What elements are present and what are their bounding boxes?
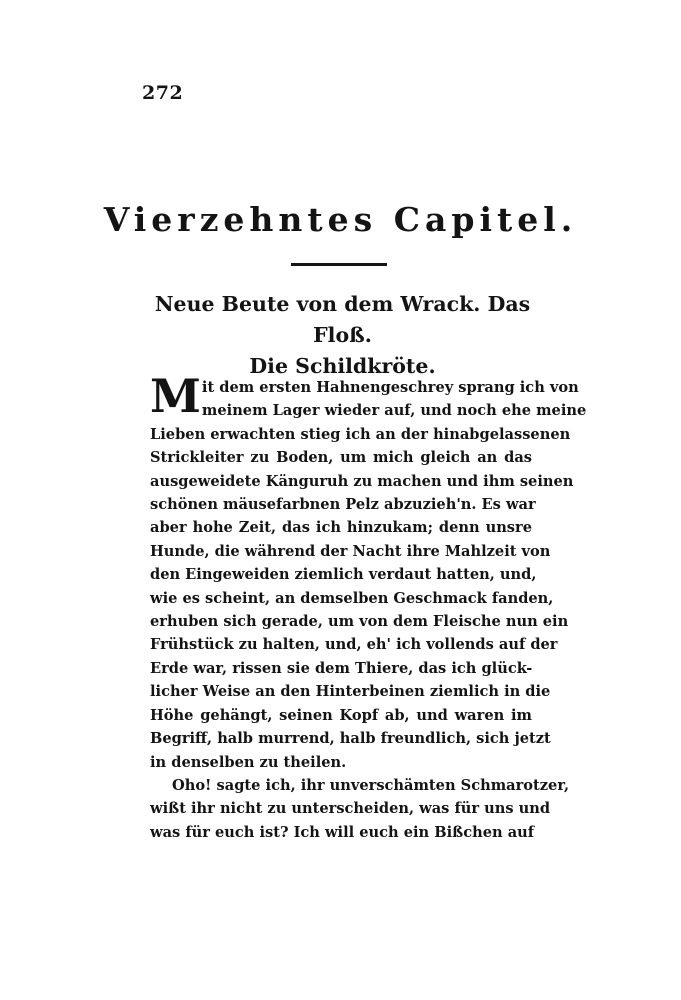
text-line: Frühstück zu halten, und, eh' ich vollends auf der: [150, 636, 558, 654]
body-text: [150, 369, 587, 844]
title-divider: [291, 263, 387, 266]
text-line: Strickleiter zu Boden, um mich gleich an das: [150, 449, 532, 467]
text-line: den Eingeweiden ziemlich verdaut hatten, und,: [150, 566, 537, 584]
text-line: schönen mäusefarbnen Pelz abzuzieh'n. Es war: [150, 496, 536, 514]
text-line: Erde war, rissen sie dem Thiere, das ich glück-: [150, 659, 533, 677]
text-line: erhuben sich gerade, um von dem Fleische nun ein: [150, 613, 569, 631]
text-line: was für euch ist? Ich will euch ein Bißchen auf: [150, 823, 535, 841]
text-line: Oho! sagte ich, ihr unverschämten Schmarotzer,: [172, 776, 570, 794]
text-line: it dem ersten Hahnengeschrey sprang ich von: [201, 379, 579, 396]
text-line: Höhe gehängt, seinen Kopf ab, und waren im: [150, 706, 532, 724]
text-line: ausgeweidete Känguruh zu machen und ihm seinen: [150, 472, 574, 490]
chapter-title: Vierzehntes Capitel.: [103, 200, 578, 239]
text-line: aber hohe Zeit, das ich hinzukam; denn unsre: [150, 519, 532, 537]
text-line: wie es scheint, an demselben Geschmack fanden,: [150, 589, 554, 607]
text-line: Lieben erwachten stieg ich an der hinabgelassenen: [150, 425, 571, 443]
page-number: 272: [142, 82, 184, 104]
text-line: wißt ihr nicht zu unterscheiden, was für uns und: [150, 800, 551, 818]
chapter-subtitle: [150, 289, 535, 382]
text-line: licher Weise an den Hinterbeinen ziemlich in die: [150, 683, 551, 701]
drop-cap: M: [150, 369, 201, 423]
text-line: Hunde, die während der Nacht ihre Mahlzeit von: [150, 542, 551, 560]
text-line: meinem Lager wieder auf, und noch ehe meine: [201, 402, 587, 420]
text-line: in denselben zu theilen.: [150, 753, 347, 771]
text-line: Begriff, halb murrend, halb freundlich, sich jetzt: [150, 730, 551, 748]
subtitle-line: Neue Beute von dem Wrack. Das Floß.: [154, 292, 531, 347]
subtitle-line: Die Schildkröte.: [249, 354, 436, 378]
